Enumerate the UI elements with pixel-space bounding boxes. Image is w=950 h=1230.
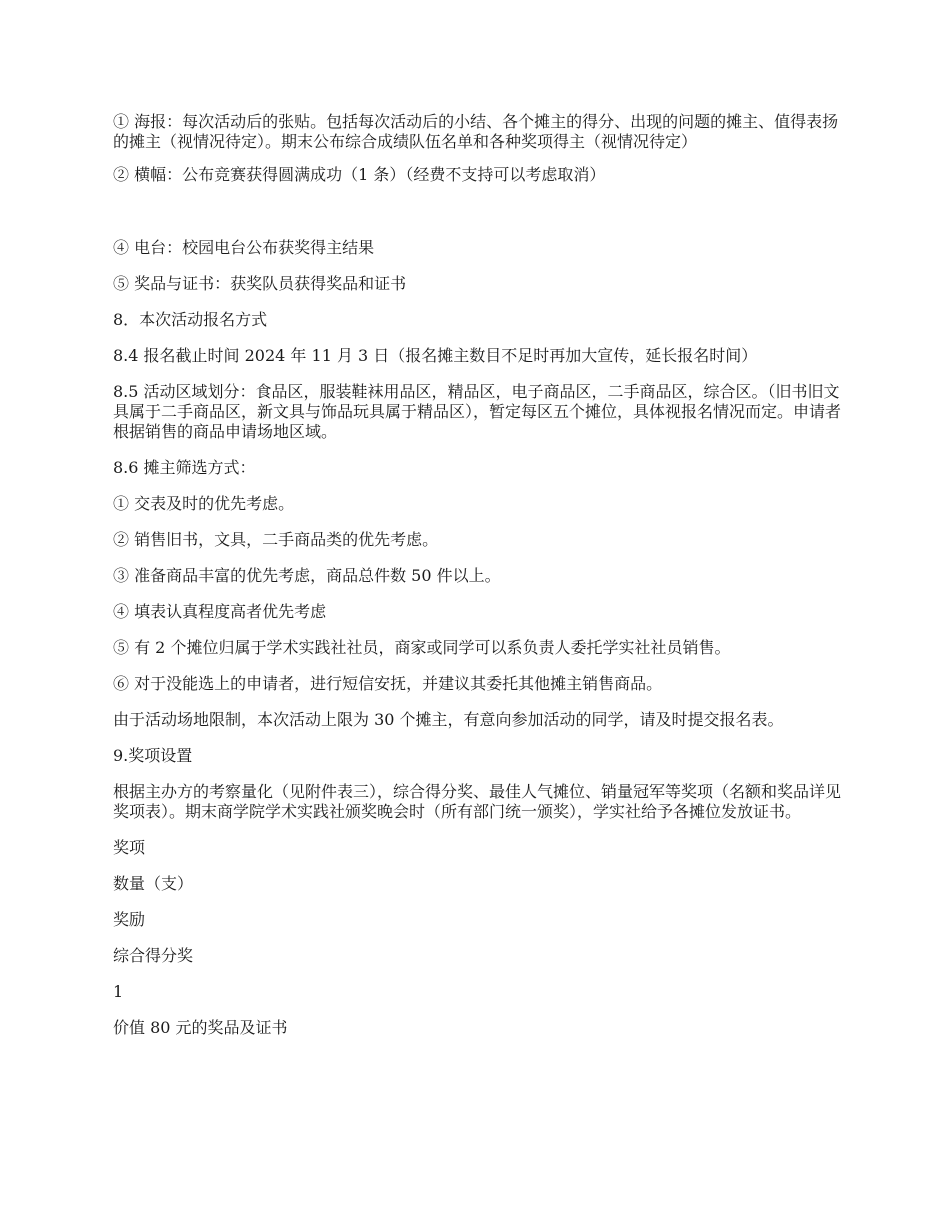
section-heading-registration: 8．本次活动报名方式	[113, 310, 268, 329]
award-table-header-quantity: 数量（支）	[113, 874, 194, 893]
award-row-quantity: 1	[113, 982, 124, 1001]
award-row-name: 综合得分奖	[113, 946, 194, 965]
section-heading-awards: 9.奖项设置	[113, 746, 193, 765]
registration-deadline: 8.4 报名截止时间 2024 年 11 月 3 日（报名摊主数目不足时再加大宣传，延长报名时间）	[113, 346, 758, 365]
document-page	[113, 112, 843, 1038]
selection-item-3: ③ 准备商品丰富的优先考虑，商品总件数 50 件以上。	[113, 566, 501, 585]
selection-item-2: ② 销售旧书，文具，二手商品类的优先考虑。	[113, 530, 439, 549]
radio-item: ④ 电台：校园电台公布获奖得主结果	[113, 238, 375, 257]
banner-item: ② 横幅：公布竞赛获得圆满成功（1 条）（经费不支持可以考虑取消）	[113, 165, 606, 184]
vendor-limit-note: 由于活动场地限制，本次活动上限为 30 个摊主，有意向参加活动的同学，请及时提交报名表。	[113, 710, 784, 729]
selection-item-6: ⑥ 对于没能选上的申请者，进行短信安抚，并建议其委托其他摊主销售商品。	[113, 674, 663, 693]
selection-item-5: ⑤ 有 2 个摊位归属于学术实践社社员，商家或同学可以系负责人委托学实社社员销售。	[113, 638, 731, 657]
award-table-header-reward: 奖励	[113, 910, 146, 929]
prize-certificate-item: ⑤ 奖品与证书：获奖队员获得奖品和证书	[113, 274, 407, 293]
poster-item: ① 海报：每次活动后的张贴。包括每次活动后的小结、各个摊主的得分、出现的问题的摊主、值得表扬的摊主（视情况待定）。期末公布综合成绩队伍名单和各种奖项得主（视情况待定）	[113, 112, 839, 151]
selection-item-1: ① 交表及时的优先考虑。	[113, 494, 295, 513]
awards-description: 根据主办方的考察量化（见附件表三），综合得分奖、最佳人气摊位、销量冠军等奖项（名额和奖品详见奖项表）。期末商学院学术实践社颁奖晚会时（所有部门统一颁奖），学实社给予各摊位发放证书。	[113, 782, 842, 821]
award-table-header-item: 奖项	[113, 838, 146, 857]
vendor-selection-heading: 8.6 摊主筛选方式：	[113, 458, 256, 477]
area-division: 8.5 活动区域划分：食品区，服装鞋袜用品区，精品区，电子商品区，二手商品区，综合区。（旧书旧文具属于二手商品区，新文具与饰品玩具属于精品区），暂定每区五个摊位，具体视报名情况而定。申请者根据销售的商品申请场地区域。	[113, 382, 842, 441]
award-row-reward: 价值 80 元的奖品及证书	[113, 1018, 288, 1037]
selection-item-4: ④ 填表认真程度高者优先考虑	[113, 602, 327, 621]
